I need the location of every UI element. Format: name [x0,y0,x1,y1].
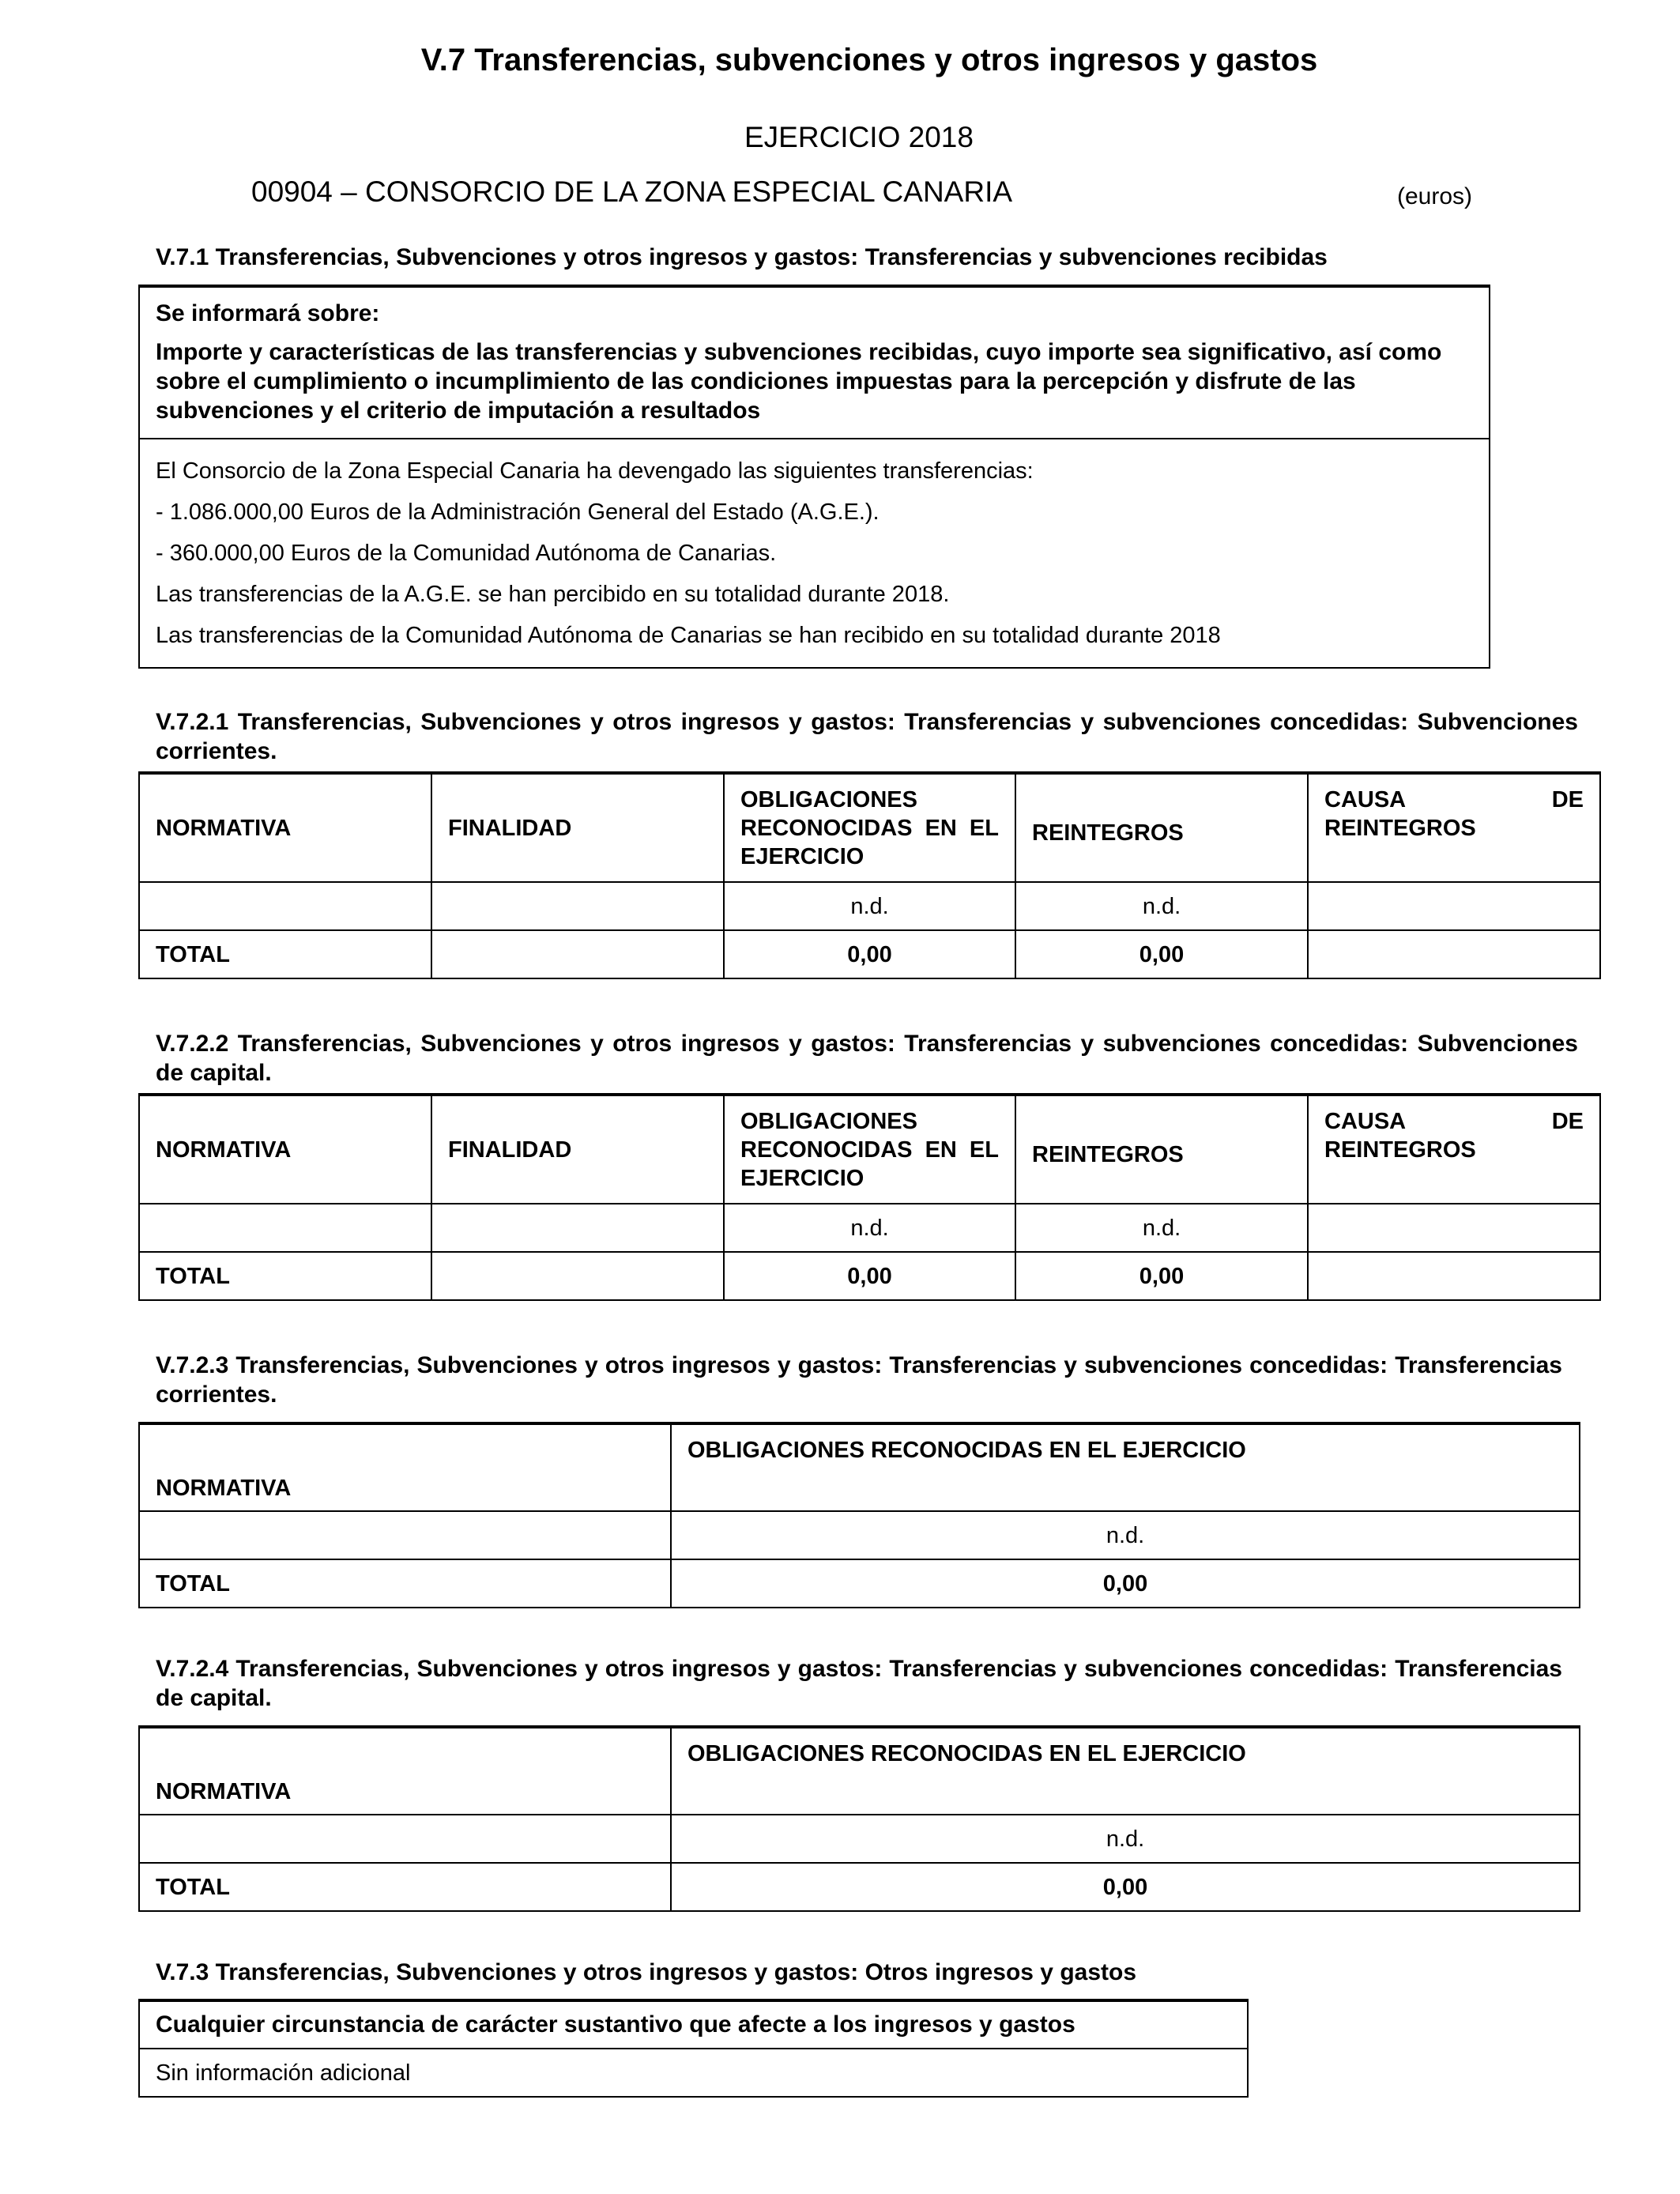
table-total-row [139,1863,1580,1911]
table-total-row [139,1252,1600,1300]
info-label: Se informará sobre: [156,300,380,326]
received-info-header [140,288,1489,439]
table-cell [431,1204,724,1252]
table-cell [139,1204,431,1252]
received-info-body [140,439,1489,667]
col-header: OBLIGACIONES RECONOCIDAS EN EL EJERCICIO [724,773,1015,882]
col-header: NORMATIVA [139,773,431,882]
table-cell [431,930,724,978]
table-cell [139,1511,671,1559]
current-subsidies-table [138,771,1601,979]
info-line: El Consorcio de la Zona Especial Canaria ha devengado las siguientes transferencias: [156,458,1034,484]
received-info-box [138,285,1490,669]
table-total-row [139,1559,1580,1608]
table-cell [1308,1252,1600,1300]
table-row [139,1204,1600,1252]
table-row [139,1511,1580,1559]
capital-transfers-table [138,1725,1580,1912]
table-cell: n.d. [671,1815,1580,1863]
col-header: REINTEGROS [1015,773,1308,882]
total-value: 0,00 [671,1559,1580,1608]
table-cell [1308,882,1600,930]
table-cell: Sin información adicional [139,2049,1248,2097]
total-value: 0,00 [724,1252,1015,1300]
table-cell [1308,930,1600,978]
table-cell [139,1815,671,1863]
total-value: 0,00 [671,1863,1580,1911]
total-value: 0,00 [1015,1252,1308,1300]
table-cell: n.d. [671,1511,1580,1559]
table-cell: n.d. [1015,1204,1308,1252]
other-income-table [138,1999,1249,2098]
table-cell [1308,1204,1600,1252]
info-description: Importe y características de las transferencias y subvenciones recibidas, cuyo importe sea significativo, así como sobre el cumplimiento o incumplimiento de las condiciones impuestas para la percepción y disfrute de las subvenciones y el criterio de imputación a resultados [156,339,1442,424]
section-title-received: V.7.1 Transferencias, Subvenciones y otros ingresos y gastos: Transferencias y subvenciones recibidas [156,244,1328,270]
section-title-capital-transfers: V.7.2.4 Transferencias, Subvenciones y otros ingresos y gastos: Transferencias y subvenciones concedidas: Transferencias de capital. [156,1656,1562,1711]
total-label: TOTAL [139,1863,671,1911]
table-row [139,882,1600,930]
section-title-current-transfers: V.7.2.3 Transferencias, Subvenciones y otros ingresos y gastos: Transferencias y subvenciones concedidas: Transferencias corrientes. [156,1352,1562,1408]
col-header: CAUSA DE REINTEGROS [1308,1095,1600,1204]
table-header-row [139,1095,1600,1204]
col-header: FINALIDAD [431,773,724,882]
table-cell [431,1252,724,1300]
current-transfers-table [138,1422,1580,1608]
col-header: OBLIGACIONES RECONOCIDAS EN EL EJERCICIO [671,1727,1580,1815]
section-title-capital-subsidies: V.7.2.2 Transferencias, Subvenciones y otros ingresos y gastos: Transferencias y subvenciones concedidas: Subvenciones de capital. [156,1031,1578,1086]
total-label: TOTAL [139,1252,431,1300]
table-header-row [139,1423,1580,1511]
table-cell [431,882,724,930]
col-header: NORMATIVA [139,1727,671,1815]
section-title-current-subsidies: V.7.2.1 Transferencias, Subvenciones y otros ingresos y gastos: Transferencias y subvenciones concedidas: Subvenciones corrientes. [156,709,1578,764]
col-header: NORMATIVA [139,1095,431,1204]
col-header: OBLIGACIONES RECONOCIDAS EN EL EJERCICIO [724,1095,1015,1204]
table-cell: n.d. [724,1204,1015,1252]
table-header-row [139,2000,1248,2049]
capital-subsidies-table [138,1093,1601,1301]
page-title: V.7 Transferencias, subvenciones y otros ingresos y gastos [420,43,1318,77]
table-row [139,2049,1248,2097]
total-label: TOTAL [139,1559,671,1608]
col-header: FINALIDAD [431,1095,724,1204]
info-line: - 1.086.000,00 Euros de la Administración General del Estado (A.G.E.). [156,499,880,525]
table-total-row [139,930,1600,978]
total-value: 0,00 [724,930,1015,978]
currency-units: (euros) [1397,183,1473,209]
col-header: OBLIGACIONES RECONOCIDAS EN EL EJERCICIO [671,1423,1580,1511]
table-cell: n.d. [1015,882,1308,930]
entity-name: 00904 – CONSORCIO DE LA ZONA ESPECIAL CANARIA [251,175,1013,208]
info-line: Las transferencias de la Comunidad Autónoma de Canarias se han recibido en su totalidad durante 2018 [156,623,1221,648]
table-cell: n.d. [724,882,1015,930]
total-value: 0,00 [1015,930,1308,978]
info-line: Las transferencias de la A.G.E. se han percibido en su totalidad durante 2018. [156,582,950,607]
table-row [139,1815,1580,1863]
table-header-row [139,1727,1580,1815]
exercise-year: EJERCICIO 2018 [744,121,974,153]
info-line: - 360.000,00 Euros de la Comunidad Autónoma de Canarias. [156,541,777,566]
section-title-other-income: V.7.3 Transferencias, Subvenciones y otros ingresos y gastos: Otros ingresos y gastos [156,1959,1137,1985]
col-header: CAUSA DE REINTEGROS [1308,773,1600,882]
col-header: NORMATIVA [139,1423,671,1511]
col-header: REINTEGROS [1015,1095,1308,1204]
table-cell [139,882,431,930]
table-header-row [139,773,1600,882]
col-header: Cualquier circunstancia de carácter sustantivo que afecte a los ingresos y gastos [139,2000,1248,2049]
total-label: TOTAL [139,930,431,978]
